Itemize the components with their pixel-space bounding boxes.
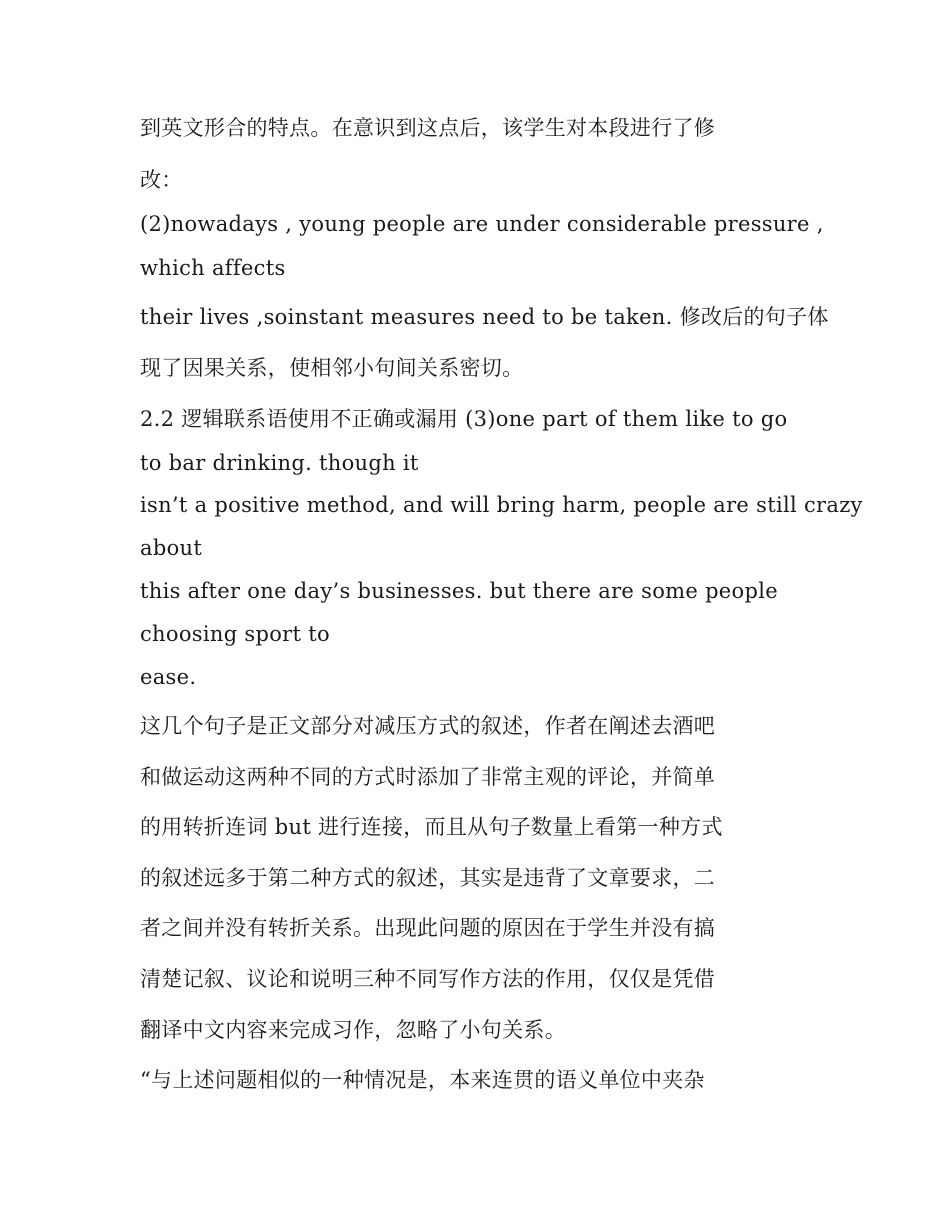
- text-line: 现了因果关系，使相邻小句间关系密切。: [140, 356, 524, 380]
- text-line: 这几个句子是正文部分对减压方式的叙述，作者在阐述去酒吧: [140, 714, 716, 738]
- text-line: 的叙述远多于第二种方式的叙述，其实是违背了文章要求，二: [140, 866, 716, 890]
- text-line: isn’t a positive method, and will bring harm, people are still crazy: [140, 493, 863, 517]
- text-line: 的用转折连词 but 进行连接，而且从句子数量上看第一种方式: [140, 815, 723, 839]
- text-line: 者之间并没有转折关系。出现此问题的原因在于学生并没有搞: [140, 916, 716, 940]
- text-line: choosing sport to: [140, 622, 330, 646]
- text-line: ease.: [140, 665, 197, 689]
- text-line: (2)nowadays , young people are under considerable pressure ,: [140, 212, 824, 236]
- text-line: “与上述问题相似的一种情况是，本来连贯的语义单位中夹杂: [140, 1068, 705, 1092]
- text-line: 翻译中文内容来完成习作，忽略了小句关系。: [140, 1018, 566, 1042]
- text-line: about: [140, 536, 203, 560]
- text-line: 清楚记叙、议论和说明三种不同写作方法的作用，仅仅是凭借: [140, 967, 716, 991]
- text-line: 2.2 逻辑联系语使用不正确或漏用 (3)one part of them like to go: [140, 407, 788, 431]
- text-line: 到英文形合的特点。在意识到这点后，该学生对本段进行了修: [140, 116, 716, 140]
- text-line: this after one day’s businesses. but there are some people: [140, 579, 778, 603]
- text-line: their lives ,soinstant measures need to be taken. 修改后的句子体: [140, 305, 829, 329]
- text-line: 和做运动这两种不同的方式时添加了非常主观的评论，并简单: [140, 765, 716, 789]
- text-line: to bar drinking. though it: [140, 451, 419, 475]
- text-line: 改：: [140, 168, 183, 192]
- text-line: which affects: [140, 256, 286, 280]
